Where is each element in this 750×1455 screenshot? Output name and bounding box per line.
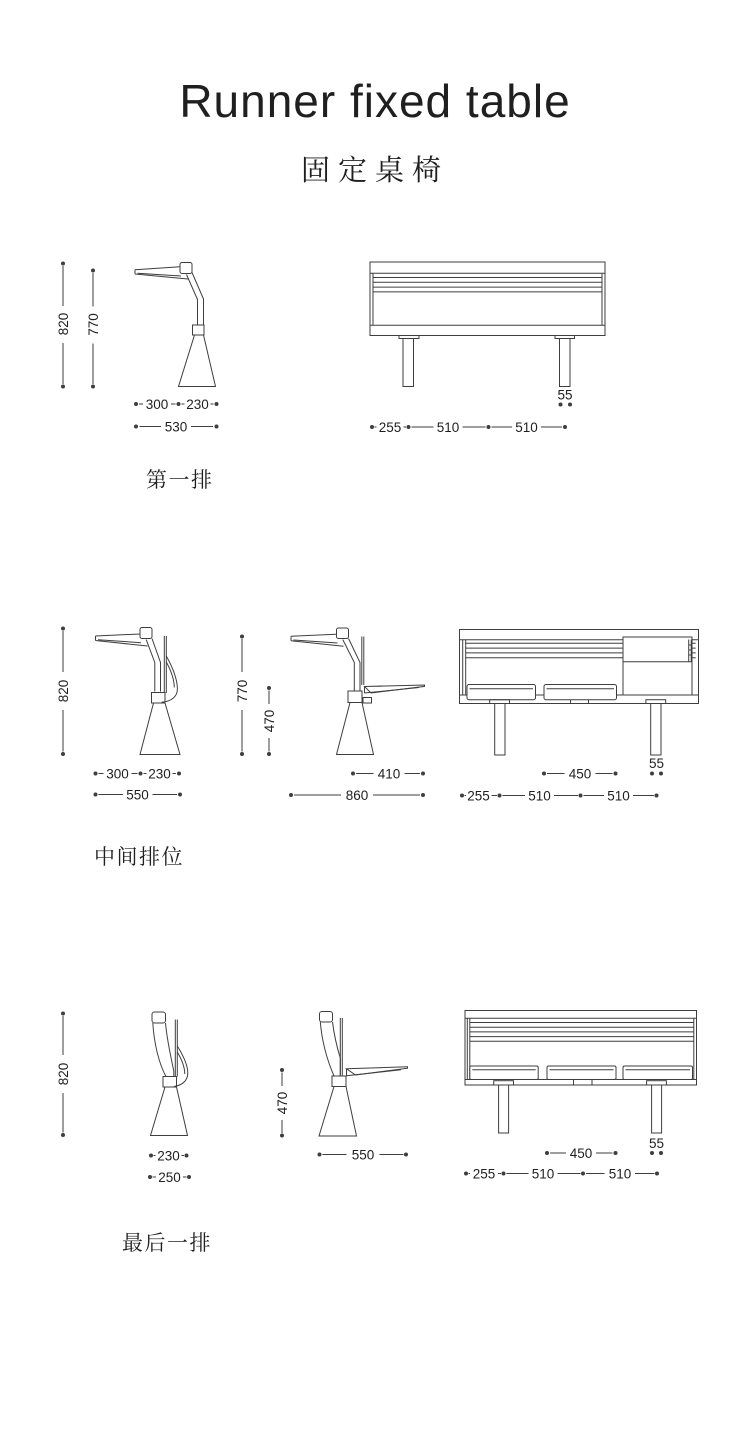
headrest-cap xyxy=(337,628,349,639)
table-leg-right xyxy=(560,339,571,387)
seat-open xyxy=(347,1067,408,1076)
headrest-cap xyxy=(140,628,152,639)
dim-span-right: 510 xyxy=(608,1166,632,1182)
dim-base-offset: 230 xyxy=(148,766,171,782)
dim-span-mid: 510 xyxy=(436,419,460,435)
seat-back xyxy=(320,1018,342,1076)
section2-side-b-dimensions xyxy=(235,635,425,803)
section-label-last-row: 最后一排 xyxy=(122,1232,212,1255)
table-leg-left xyxy=(495,704,505,756)
leg-bracket-right xyxy=(646,700,666,704)
dim-leg-width: 55 xyxy=(557,387,573,403)
seat-panel-right xyxy=(623,1066,693,1080)
section1-front-dimensions xyxy=(370,388,573,435)
section3-side-a-dimensions xyxy=(56,1012,191,1185)
section2-side-a-dimensions xyxy=(56,627,182,803)
headrest-cap xyxy=(180,263,192,274)
section2-side-view-b-drawing xyxy=(291,628,425,755)
base-cone xyxy=(179,335,216,387)
dim-total-height: 820 xyxy=(55,679,71,703)
dim-seat-height: 470 xyxy=(261,709,277,733)
section-label-first-row: 第一排 xyxy=(146,469,214,492)
dim-seat-height: 470 xyxy=(274,1091,290,1115)
headrest-cap xyxy=(152,1012,166,1023)
base-cone xyxy=(151,1087,188,1136)
seat-panel-left xyxy=(467,685,536,700)
dim-total-height: 820 xyxy=(55,312,71,336)
page-title: Runner fixed table xyxy=(179,75,571,127)
section-label-middle-rows: 中间排位 xyxy=(94,846,184,869)
column-collar xyxy=(348,691,362,703)
section1-front-view-drawing xyxy=(370,262,605,387)
column-collar xyxy=(163,1077,177,1088)
section3-front-dimensions xyxy=(464,1136,664,1181)
table-leg-left xyxy=(403,339,414,387)
leg-bracket-left xyxy=(494,1081,514,1085)
dim-seat-width: 450 xyxy=(568,766,592,782)
dim-back-width: 230 xyxy=(157,1148,180,1164)
dim-base-width: 250 xyxy=(158,1169,181,1185)
support-column xyxy=(343,639,360,692)
table-leg-right xyxy=(651,704,661,756)
base-cone xyxy=(337,703,374,755)
seat-panel-middle xyxy=(544,685,617,700)
dim-base-total-depth: 550 xyxy=(126,787,149,803)
dim-top-depth: 300 xyxy=(106,766,129,782)
dim-span-left: 255 xyxy=(378,419,402,435)
dim-span-mid: 510 xyxy=(528,788,551,804)
dim-base-offset: 230 xyxy=(186,396,209,412)
dim-total-depth: 860 xyxy=(345,787,369,803)
section3-side-b-dimensions xyxy=(275,1068,408,1162)
dim-span-left: 255 xyxy=(472,1166,496,1182)
table-leg-right xyxy=(652,1085,662,1133)
base-cone xyxy=(319,1087,357,1137)
section3-side-view-b-drawing xyxy=(319,1012,408,1137)
dim-span-right: 510 xyxy=(515,419,538,435)
seat-panel-left xyxy=(470,1066,538,1080)
seat-panel-middle xyxy=(547,1066,616,1080)
folded-seat-panel xyxy=(623,637,692,695)
dim-total-height: 820 xyxy=(55,1062,71,1086)
support-column xyxy=(146,639,160,692)
dim-top-depth: 300 xyxy=(145,396,169,412)
base-cone xyxy=(140,703,180,755)
section3-front-view-drawing xyxy=(465,1011,697,1134)
dim-span-mid: 510 xyxy=(531,1166,555,1182)
table-leg-left xyxy=(499,1085,509,1133)
section1-side-dimensions xyxy=(56,262,219,435)
section3-side-view-a-drawing xyxy=(151,1012,188,1136)
seat-open xyxy=(362,637,425,704)
dim-span-right: 510 xyxy=(607,788,630,804)
column-collar xyxy=(193,325,205,335)
leg-bracket-left xyxy=(490,700,510,704)
section2-front-dimensions xyxy=(460,756,664,803)
dim-tabletop-height: 770 xyxy=(234,679,250,703)
page-subtitle: 固定桌椅 xyxy=(300,155,449,187)
dim-tabletop-height: 770 xyxy=(85,313,101,336)
section2-front-view-drawing xyxy=(460,630,699,756)
dim-span-left: 255 xyxy=(467,788,490,804)
dim-seat-depth: 410 xyxy=(377,766,401,782)
column-collar xyxy=(152,693,166,704)
dim-seat-width: 450 xyxy=(569,1145,593,1161)
dim-total-depth: 550 xyxy=(351,1147,375,1163)
dim-leg-width: 55 xyxy=(648,756,665,771)
support-column xyxy=(187,273,204,326)
headrest-cap xyxy=(320,1012,333,1023)
tabletop xyxy=(291,634,344,646)
leg-bracket-right xyxy=(647,1081,667,1085)
section1-side-view-drawing xyxy=(135,263,216,387)
column-collar xyxy=(332,1076,346,1087)
dim-leg-width: 55 xyxy=(648,1136,665,1151)
section2-side-view-a-drawing xyxy=(96,628,181,755)
dim-total-depth: 530 xyxy=(164,419,188,435)
